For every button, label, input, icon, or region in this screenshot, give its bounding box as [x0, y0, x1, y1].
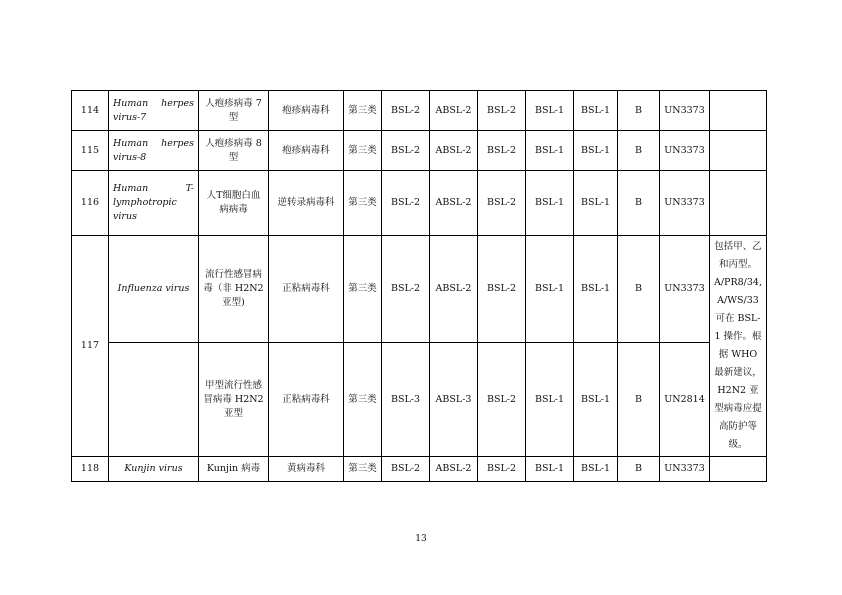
lab-level-1: BSL-2 — [382, 236, 430, 343]
hazard-class: 第三类 — [344, 91, 382, 131]
lab-level-4: BSL-1 — [526, 91, 574, 131]
lab-level-5: BSL-1 — [574, 91, 618, 131]
lab-level-5: BSL-1 — [574, 171, 618, 236]
hazard-class: 第三类 — [344, 131, 382, 171]
chinese-name: 甲型流行性感冒病毒 H2N2 亚型 — [199, 343, 269, 457]
transport-category: B — [618, 131, 660, 171]
chinese-name: 流行性感冒病毒（非 H2N2 亚型) — [199, 236, 269, 343]
chinese-name: 人疱疹病毒 8 型 — [199, 131, 269, 171]
lab-level-3: BSL-2 — [478, 91, 526, 131]
chinese-name: Kunjin 病毒 — [199, 457, 269, 482]
lab-level-3: BSL-2 — [478, 171, 526, 236]
virus-family: 逆转录病毒科 — [269, 171, 344, 236]
chinese-name: 人疱疹病毒 7 型 — [199, 91, 269, 131]
transport-category: B — [618, 236, 660, 343]
lab-level-5: BSL-1 — [574, 343, 618, 457]
lab-level-4: BSL-1 — [526, 171, 574, 236]
pathogen-table — [71, 90, 767, 482]
lab-level-1: BSL-2 — [382, 457, 430, 482]
transport-category: B — [618, 171, 660, 236]
un-number: UN3373 — [660, 457, 710, 482]
lab-level-2: ABSL-2 — [430, 171, 478, 236]
lab-level-4: BSL-1 — [526, 343, 574, 457]
table-row — [72, 457, 767, 482]
row-number: 117 — [72, 236, 109, 457]
lab-level-2: ABSL-3 — [430, 343, 478, 457]
hazard-class: 第三类 — [344, 236, 382, 343]
hazard-class: 第三类 — [344, 171, 382, 236]
virus-family: 正粘病毒科 — [269, 236, 344, 343]
lab-level-2: ABSL-2 — [430, 91, 478, 131]
table-row — [72, 131, 767, 171]
hazard-class: 第三类 — [344, 457, 382, 482]
lab-level-3: BSL-2 — [478, 131, 526, 171]
un-number: UN2814 — [660, 343, 710, 457]
lab-level-1: BSL-2 — [382, 91, 430, 131]
table-row — [72, 171, 767, 236]
lab-level-3: BSL-2 — [478, 236, 526, 343]
latin-name: Influenza virus — [109, 236, 199, 343]
latin-name: Human herpes virus-7 — [109, 91, 199, 131]
virus-family: 疱疹病毒科 — [269, 131, 344, 171]
row-number: 115 — [72, 131, 109, 171]
row-number: 116 — [72, 171, 109, 236]
note-cell — [710, 171, 767, 236]
table-row — [72, 343, 767, 457]
note-cell: 包括甲、乙和丙型。A/PR8/34, A/WS/33 可在 BSL-1 操作。根据 WHO 最新建议，H2N2 亚型病毒应提高防护等级。 — [710, 236, 767, 457]
un-number: UN3373 — [660, 236, 710, 343]
lab-level-2: ABSL-2 — [430, 236, 478, 343]
virus-family: 正粘病毒科 — [269, 343, 344, 457]
row-number: 118 — [72, 457, 109, 482]
lab-level-1: BSL-2 — [382, 131, 430, 171]
lab-level-2: ABSL-2 — [430, 131, 478, 171]
row-number: 114 — [72, 91, 109, 131]
latin-name — [109, 343, 199, 457]
note-cell — [710, 91, 767, 131]
lab-level-5: BSL-1 — [574, 457, 618, 482]
lab-level-4: BSL-1 — [526, 236, 574, 343]
un-number: UN3373 — [660, 91, 710, 131]
lab-level-4: BSL-1 — [526, 457, 574, 482]
chinese-name: 人T细胞白血病病毒 — [199, 171, 269, 236]
table-row — [72, 236, 767, 343]
latin-name: Kunjin virus — [109, 457, 199, 482]
virus-family: 疱疹病毒科 — [269, 91, 344, 131]
un-number: UN3373 — [660, 171, 710, 236]
virus-family: 黄病毒科 — [269, 457, 344, 482]
lab-level-3: BSL-2 — [478, 457, 526, 482]
lab-level-3: BSL-2 — [478, 343, 526, 457]
latin-name: Human herpes virus-8 — [109, 131, 199, 171]
transport-category: B — [618, 457, 660, 482]
table-row — [72, 91, 767, 131]
latin-name: Human T-lymphotropic virus — [109, 171, 199, 236]
lab-level-1: BSL-2 — [382, 171, 430, 236]
lab-level-4: BSL-1 — [526, 131, 574, 171]
un-number: UN3373 — [660, 131, 710, 171]
transport-category: B — [618, 343, 660, 457]
page-number: 13 — [415, 534, 427, 544]
note-cell — [710, 457, 767, 482]
note-cell — [710, 131, 767, 171]
lab-level-2: ABSL-2 — [430, 457, 478, 482]
lab-level-5: BSL-1 — [574, 131, 618, 171]
transport-category: B — [618, 91, 660, 131]
lab-level-5: BSL-1 — [574, 236, 618, 343]
hazard-class: 第三类 — [344, 343, 382, 457]
lab-level-1: BSL-3 — [382, 343, 430, 457]
